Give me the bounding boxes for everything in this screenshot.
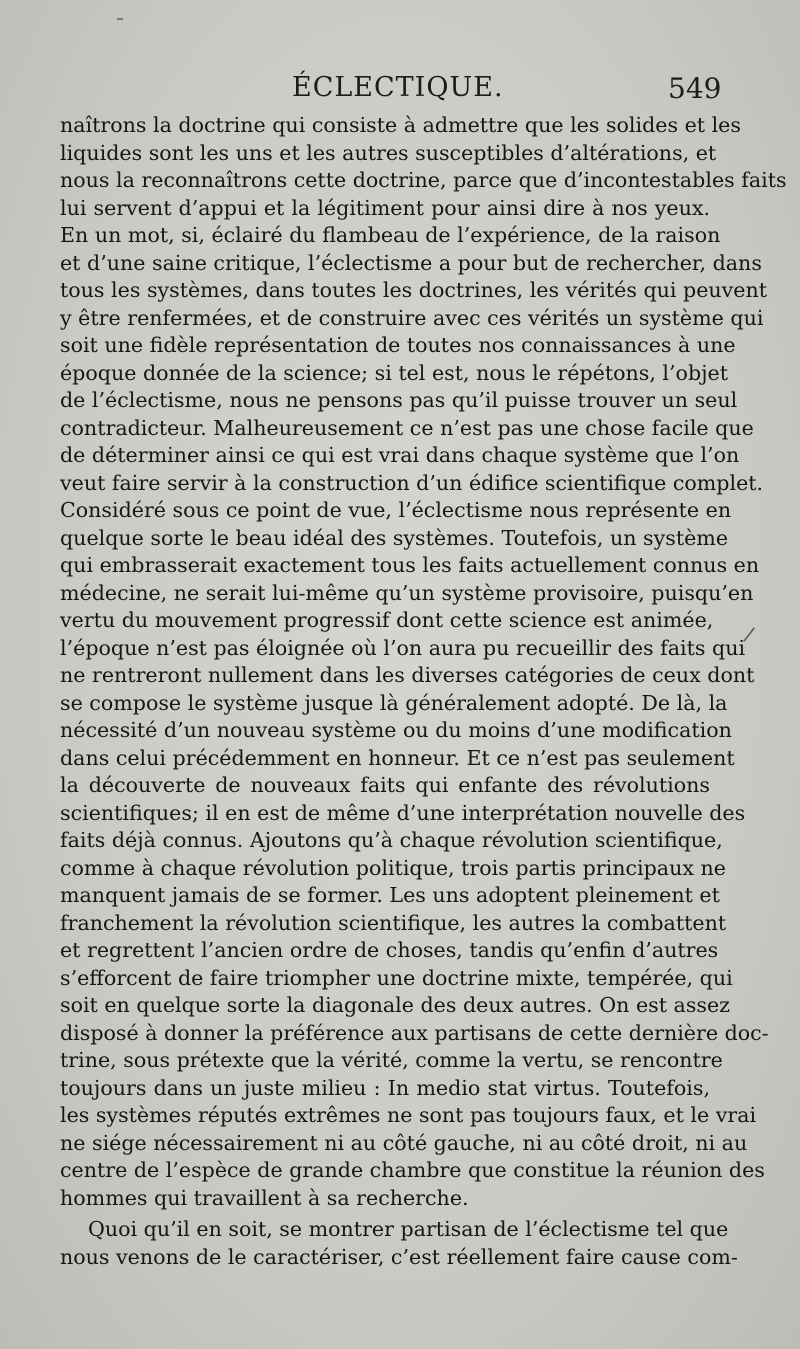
text-line: disposé à donner la préférence aux partisans de cette dernière doc- xyxy=(60,1020,769,1045)
paragraph-end-line: hommes qui travaillent à sa recherche. xyxy=(60,1185,469,1210)
text-line: époque donnée de la science; si tel est, nous le répétons, l’objet xyxy=(60,360,728,385)
text-line: les systèmes réputés extrêmes ne sont pas toujours faux, et le vrai xyxy=(60,1103,757,1127)
text-line: tous les systèmes, dans toutes les doctrines, les vérités qui peuvent xyxy=(60,278,768,302)
text-line: manquent jamais de se former. Les uns adoptent pleinement et xyxy=(60,883,720,907)
text-line: naîtrons la doctrine qui consiste à admettre que les solides et les xyxy=(60,113,741,137)
text-line: et regrettent l’ancien ordre de choses, tandis qu’enfin d’autres xyxy=(60,938,719,962)
text-line: toujours dans un juste milieu : In medio stat virtus. Toutefois, xyxy=(60,1075,710,1100)
text-line: dans celui précédemment en honneur. Et ce n’est pas seulement xyxy=(60,745,735,770)
text-line: scientifiques; il en est de même d’une interprétation nouvelle des xyxy=(60,800,746,825)
text-line: veut faire servir à la construction d’un édifice scientifique complet. xyxy=(60,470,764,495)
text-line: s’efforcent de faire triompher une doctrine mixte, tempérée, qui xyxy=(60,965,733,990)
text-line: nous la reconnaîtrons cette doctrine, parce que d’incontestables faits xyxy=(60,168,787,192)
text-line: soit en quelque sorte la diagonale des deux autres. On est assez xyxy=(60,993,731,1017)
page-speck xyxy=(117,18,123,20)
text-line: franchement la révolution scientifique, les autres la combattent xyxy=(60,910,727,935)
body-text xyxy=(60,112,787,1271)
text-line: nécessité d’un nouveau système ou du moins d’une modification xyxy=(60,718,732,742)
text-line: et d’une saine critique, l’éclectisme a pour but de rechercher, dans xyxy=(60,250,762,275)
text-line: qui embrasserait exactement tous les faits actuellement connus en xyxy=(60,553,760,577)
text-line: médecine, ne serait lui-même qu’un système provisoire, puisqu’en xyxy=(60,580,754,605)
text-line: soit une fidèle représentation de toutes nos connaissances à une xyxy=(60,333,736,357)
margin-pencil-mark: / xyxy=(742,621,757,647)
text-line: contradicteur. Malheureusement ce n’est pas une chose facile que xyxy=(60,415,754,440)
text-line: vertu du mouvement progressif dont cette science est animée, xyxy=(60,608,714,632)
text-line: y être renfermées, et de construire avec ces vérités un système qui xyxy=(60,305,764,330)
page-number: 549 xyxy=(668,72,722,105)
text-line: se compose le système jusque là généralement adopté. De là, la xyxy=(60,690,728,715)
running-head xyxy=(0,72,800,112)
text-line: de l’éclectisme, nous ne pensons pas qu’il puisse trouver un seul xyxy=(60,388,738,412)
text-line: liquides sont les uns et les autres susceptibles d’altérations, et xyxy=(60,140,717,165)
text-line: En un mot, si, éclairé du flambeau de l’expérience, de la raison xyxy=(60,223,721,247)
text-line: de déterminer ainsi ce qui est vrai dans chaque système que l’on xyxy=(60,443,740,467)
text-line: l’époque n’est pas éloignée où l’on aura pu recueillir des faits qui xyxy=(60,635,746,660)
text-line: faits déjà connus. Ajoutons qu’à chaque révolution scientifique, xyxy=(60,828,723,852)
text-line: quelque sorte le beau idéal des systèmes. Toutefois, un système xyxy=(60,525,729,550)
text-line: comme à chaque révolution politique, trois partis principaux ne xyxy=(60,855,726,880)
text-line: Considéré sous ce point de vue, l’éclectisme nous représente en xyxy=(60,498,732,522)
running-title: ÉCLECTIQUE. xyxy=(292,72,504,103)
text-line: centre de l’espèce de grande chambre que constitue la réunion des xyxy=(60,1158,765,1182)
text-line: ne siége nécessairement ni au côté gauche, ni au côté droit, ni au xyxy=(60,1130,748,1155)
text-line: ne rentreront nullement dans les diverses catégories de ceux dont xyxy=(60,663,755,687)
text-line: lui servent d’appui et la légitiment pour ainsi dire à nos yeux. xyxy=(60,195,710,220)
text-line: la découverte de nouveaux faits qui enfante des révolutions xyxy=(60,773,710,797)
text-line: nous venons de le caractériser, c’est réellement faire cause com- xyxy=(60,1244,738,1269)
paragraph-start-line: Quoi qu’il en soit, se montrer partisan de l’éclectisme tel que xyxy=(88,1217,729,1241)
text-line: trine, sous prétexte que la vérité, comme la vertu, se rencontre xyxy=(60,1048,723,1072)
